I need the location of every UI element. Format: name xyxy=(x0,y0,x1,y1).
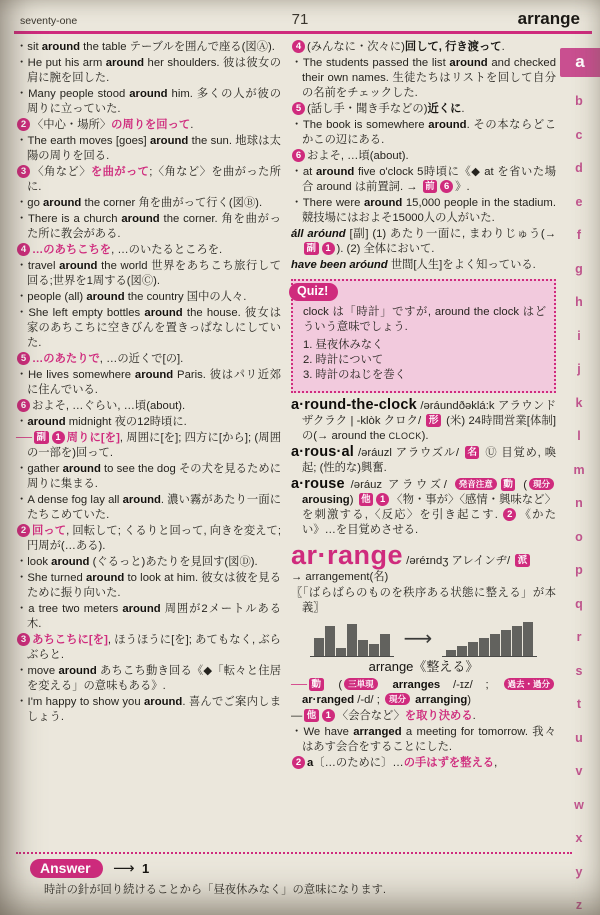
definition-paragraph: ・move around あちこち動き回る《◆「転々と住居を変える」の意味もある》. xyxy=(16,665,282,692)
answer-arrow-icon: ⟶ xyxy=(113,860,135,877)
sense-number: 4 xyxy=(17,243,30,256)
definition-paragraph: ・people (all) around the country 国中の人々. xyxy=(16,291,247,303)
answer-number: 1 xyxy=(142,861,150,876)
answer-text: 時計の針が回り続けることから「昼夜休みなく」の意味になります. xyxy=(44,884,387,896)
sense-number: 2 xyxy=(292,756,305,769)
index-tab-c: c xyxy=(575,127,583,142)
index-tab-j: j xyxy=(577,362,581,376)
part-of-speech-badge: 動 xyxy=(501,478,516,491)
definition-paragraph: ・at around five o'clock 5時頃に《◆ at を省いた場合 around は前置詞. → 前 6 》. xyxy=(291,166,557,193)
bar xyxy=(336,648,346,656)
part-of-speech-badge: 動 xyxy=(309,678,324,691)
bar xyxy=(314,638,324,656)
entry-paragraph: a·rous·al /əráuzl アラウズル/ 名 Ⓤ 目覚め, 喚起; (性的な)興奮. xyxy=(291,444,557,474)
inflection-badge: 過去・過分 xyxy=(504,678,555,690)
bars-sorted xyxy=(442,622,537,657)
definition-paragraph: have been aróund 世間[人生]をよく知っている. xyxy=(291,259,536,271)
definition-paragraph: ・gather around to see the dog その犬を見るために周りに集まる. xyxy=(16,463,281,490)
sense-number: 2 xyxy=(17,118,30,131)
definition-paragraph: ・sit around the table テーブルを囲んで座る(図Ⓐ). xyxy=(16,41,275,53)
bars-unsorted xyxy=(310,624,394,657)
index-tab-t: t xyxy=(576,697,582,711)
index-tab-w: w xyxy=(574,797,584,812)
sense-number: 3 xyxy=(17,633,30,646)
definition-paragraph: ・He lives somewhere around Paris. 彼はパリ近郊に住んでいる. xyxy=(16,369,281,396)
sense-number: 6 xyxy=(440,180,453,193)
entry-paragraph: a·rouse /əráuz アラウズ/ 発音注意 動 ( 現分 arousing) 他 1 〈物・事が〉〈感情・興味など〉を刺激する,〈反応〉を引き起こす. 2 《かたい》…を目覚めさせる. xyxy=(291,476,557,536)
definition-paragraph: áll aróund [副] (1) あたり一面に, まわりじゅう(→ 副 1 ). (2) 全体において. xyxy=(291,228,556,255)
index-tab-s: s xyxy=(575,663,583,678)
definition-paragraph: — 他 1 〈会合など〉を取り決める. xyxy=(291,710,476,722)
arrange-illustration xyxy=(291,622,556,674)
guide-word: arrange xyxy=(517,9,580,28)
headword-line: ar·range /əréɪndʒ アレインヂ/ 派 xyxy=(291,542,556,569)
headword: ar·range xyxy=(291,540,404,570)
bar xyxy=(479,638,489,656)
bar xyxy=(512,626,522,656)
definition-paragraph: 5 (話し手・聞き手などの)近くに. xyxy=(291,102,556,117)
definition-paragraph: ・a tree two meters around 周囲が2メートルある木. xyxy=(16,603,281,630)
definition-paragraph: ・The book is somewhere around. その本ならどこかこの辺にある. xyxy=(291,119,556,146)
index-tab-p: p xyxy=(575,563,583,577)
index-tab-m: m xyxy=(573,462,585,477)
part-of-speech-badge: 副 xyxy=(304,242,319,255)
index-tab-r: r xyxy=(576,630,582,644)
quiz-option: 2. 時計について xyxy=(303,354,384,366)
part-of-speech-badge: 派 xyxy=(515,554,530,567)
bar xyxy=(457,646,467,656)
definition-paragraph: 3 〈角など〉を曲がって;〈角など〉を曲がった所に. xyxy=(16,165,281,195)
quiz-box xyxy=(291,279,556,393)
sense-number: 6 xyxy=(17,399,30,412)
index-tab-i: i xyxy=(577,328,581,343)
index-tab-b: b xyxy=(575,94,583,108)
bar xyxy=(523,622,533,656)
entry-paragraph: → arrangement(名) xyxy=(291,571,389,583)
quiz-label: Quiz! xyxy=(289,283,338,301)
definition-paragraph: 3 あちこちに[を], ほうほうに[を]; あてもなく, ぶらぶらと. xyxy=(16,633,281,663)
index-tab-z: z xyxy=(575,898,583,912)
sense-number: 4 xyxy=(292,40,305,53)
arrow-icon: ⟶ xyxy=(403,628,433,650)
inflection-badge: 発音注意 xyxy=(455,478,497,490)
part-of-speech-badge: 形 xyxy=(426,414,441,427)
definition-paragraph: ・The students passed the list around and checked their own names. 生徒たちはリストを回して自分の名前をチェックした. xyxy=(291,57,557,99)
definition-paragraph: 6 およそ, …頃(about). xyxy=(291,149,556,164)
page-header xyxy=(14,6,586,30)
definition-paragraph: ── 副 1 周りに[を], 周囲に[を]; 四方に[から]; (周囲の一部を)回って. xyxy=(16,432,281,459)
definition-paragraph: ・We have arranged a meeting for tomorrow. 我々はあす会合をすることにした. xyxy=(291,726,556,753)
bar xyxy=(347,624,357,656)
sense-number: 2 xyxy=(17,524,30,537)
index-tab-u: u xyxy=(575,730,583,745)
index-tab-n: n xyxy=(575,496,583,510)
part-of-speech-badge: 副 xyxy=(34,431,49,444)
bar xyxy=(325,626,335,656)
answer-separator xyxy=(16,852,572,854)
alphabet-index xyxy=(558,44,600,912)
entry-paragraph: 〖「ばらばらのものを秩序ある状態に整える」が本義〗 xyxy=(291,587,556,614)
definition-paragraph: ・The earth moves [goes] around the sun. 地球は太陽の周りを回る. xyxy=(16,135,281,162)
inflection-badge: 現分 xyxy=(385,693,410,705)
definition-paragraph: 2 回って, 回転して; くるりと回って, 向きを変えて; 円周が(…ある). xyxy=(16,524,281,554)
definition-paragraph: 4 …のあちこちを, …のいたるところを. xyxy=(16,243,281,258)
definition-paragraph: 6 およそ, …ぐらい, …頃(about). xyxy=(16,399,281,414)
index-tab-e: e xyxy=(575,194,583,209)
left-column xyxy=(16,40,281,848)
page-number: 71 xyxy=(291,11,309,28)
definition-paragraph: ・around midnight 夜の12時頃に. xyxy=(16,416,187,428)
bar xyxy=(380,634,390,656)
bar xyxy=(446,650,456,656)
index-tab-v: v xyxy=(575,764,583,778)
definition-paragraph: 4 (みんなに・次々に)回して, 行き渡って. xyxy=(291,40,556,55)
part-of-speech-badge: 名 xyxy=(465,446,480,459)
page-number-word: seventy-one xyxy=(20,15,78,27)
definition-paragraph: 2 〈中心・場所〉の周りを回って. xyxy=(16,118,281,133)
definition-paragraph: ・He put his arm around her shoulders. 彼は彼女の肩に腕を回した. xyxy=(16,57,281,84)
index-tab-y: y xyxy=(575,864,583,879)
definition-paragraph: 5 …のあたりで, …の近くで[の]. xyxy=(16,352,281,367)
definition-paragraph: ・go around the corner 角を曲がって行く(図Ⓑ). xyxy=(16,197,263,209)
index-tab-g: g xyxy=(575,261,583,276)
sense-number: 1 xyxy=(322,709,335,722)
inflection-badge: 三単現 xyxy=(344,678,378,690)
sense-number: 1 xyxy=(322,242,335,255)
part-of-speech-badge: 前 xyxy=(423,180,438,193)
index-tab-o: o xyxy=(575,529,583,544)
sense-number: 6 xyxy=(292,149,305,162)
quiz-question: clock は「時計」ですが, around the clock はどういう意味でしょう. xyxy=(303,306,546,333)
bar xyxy=(490,634,500,656)
definition-paragraph: ・look around (ぐるっと)あたりを見回す(図Ⓓ). xyxy=(16,556,258,568)
sense-number: 5 xyxy=(17,352,30,365)
answer-section xyxy=(16,852,572,897)
index-tab-h: h xyxy=(575,295,583,309)
definition-paragraph: ・I'm happy to show you around. 喜んでご案内しましょう. xyxy=(16,696,282,723)
bar xyxy=(358,640,368,656)
index-tab-x: x xyxy=(575,831,583,845)
answer-line xyxy=(30,859,572,878)
bar xyxy=(501,630,511,656)
definition-paragraph: ・travel around the world 世界をあちこち旅行して回る;世界を1周する(図Ⓒ). xyxy=(16,260,282,287)
bar xyxy=(468,642,478,656)
definition-paragraph: ・She left empty bottles around the house. 彼女は家のあちこちに空きびんを置きっぱなしにしていた. xyxy=(16,307,281,349)
entry-paragraph: a·round-the-clock /əráundðəklá:k アラウンドザクラク | -klòk クロク/ 形 (米) 24時間営業[体制]の(→ around the CLOCK). xyxy=(291,397,556,442)
dictionary-columns xyxy=(16,40,556,848)
index-tab-d: d xyxy=(575,161,583,175)
illustration-caption: arrange《整える》 xyxy=(368,659,479,674)
quiz-option: 3. 時計のねじを巻く xyxy=(303,369,406,381)
right-column xyxy=(291,40,556,848)
sense-number: 1 xyxy=(52,431,65,444)
index-tab-f: f xyxy=(576,228,582,242)
definition-paragraph: ── 動 ( 三単現 arranges /-ɪz/ ; 過去・過分 ar·ranged /-d/ ; 現分 arranging) xyxy=(291,678,556,708)
sense-number: 2 xyxy=(503,508,516,521)
definition-paragraph: ・There is a church around the corner. 角を曲がった所に教会がある. xyxy=(16,213,281,240)
header-rule xyxy=(14,31,592,34)
index-tab-l: l xyxy=(577,429,581,443)
part-of-speech-badge: 他 xyxy=(359,493,374,506)
definition-paragraph: ・Many people stood around him. 多くの人が彼の周りに立っていた. xyxy=(16,88,281,115)
definition-paragraph: ・There were around 15,000 people in the stadium. 競技場にはおよそ15000人の人がいた. xyxy=(291,197,556,224)
quiz-option: 1. 昼夜休みなく xyxy=(303,339,384,351)
index-tab-a: a xyxy=(560,48,600,77)
inflection-badge: 現分 xyxy=(529,478,554,490)
index-tab-k: k xyxy=(575,395,583,410)
definition-paragraph: 2 a〔…のために〕…の手はずを整える, xyxy=(291,756,556,771)
part-of-speech-badge: 他 xyxy=(304,709,319,722)
index-tab-q: q xyxy=(575,596,583,611)
sense-number: 1 xyxy=(376,493,389,506)
sense-number: 3 xyxy=(17,165,30,178)
definition-paragraph: ・A dense fog lay all around. 濃い霧があたり一面にたちこめていた. xyxy=(16,494,281,521)
bar xyxy=(369,644,379,656)
answer-label: Answer xyxy=(30,859,103,878)
sense-number: 5 xyxy=(292,102,305,115)
definition-paragraph: ・She turned around to look at him. 彼女は彼を見るために振り向いた. xyxy=(16,572,281,599)
